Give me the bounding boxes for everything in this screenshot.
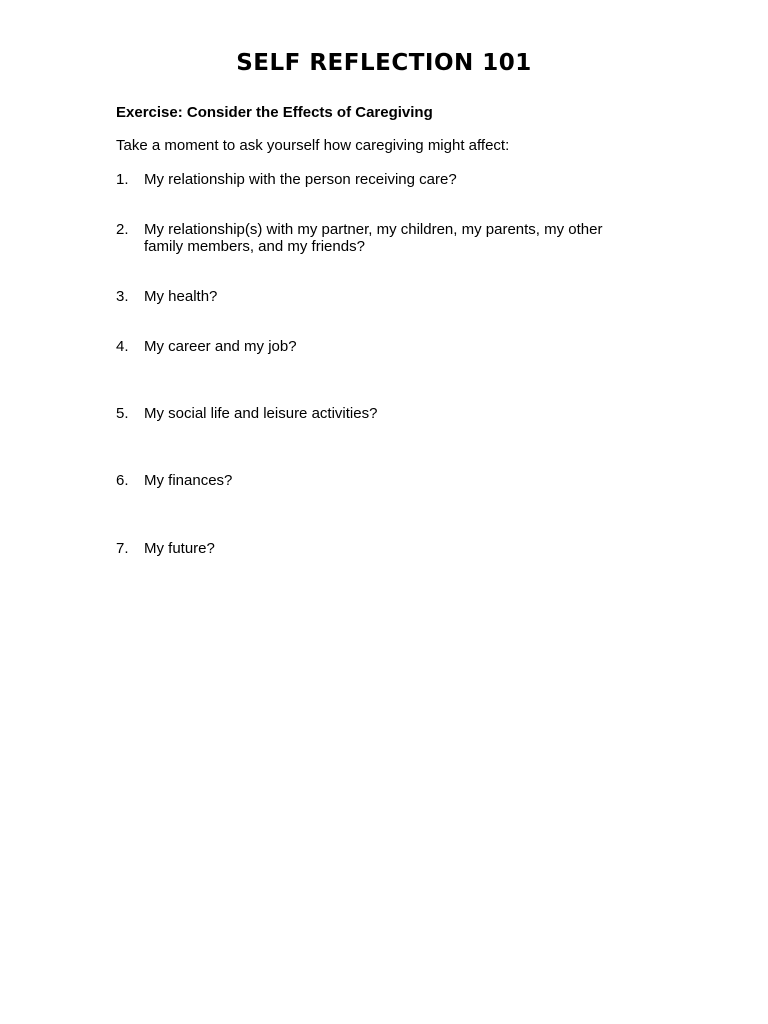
question-number: 7. [116, 540, 129, 557]
page-title: SELF REFLECTION 101 [236, 50, 532, 76]
question-number: 1. [116, 171, 129, 188]
question-number: 6. [116, 472, 129, 489]
question-text: My finances? [144, 472, 233, 489]
question-item-2 [116, 221, 626, 255]
question-item-7 [116, 540, 656, 557]
question-text: My career and my job? [144, 338, 297, 355]
question-item-6 [116, 472, 656, 489]
intro-text: Take a moment to ask yourself how caregiving might affect: [116, 137, 510, 154]
question-text: My future? [144, 540, 215, 557]
question-item-1 [116, 171, 656, 188]
question-text: My health? [144, 288, 218, 305]
question-number: 2. [116, 221, 129, 238]
question-text: My relationship(s) with my partner, my children, my parents, my other family members, and my friends? [144, 221, 603, 255]
question-item-3 [116, 288, 656, 305]
question-item-4 [116, 338, 656, 355]
question-number: 3. [116, 288, 129, 305]
question-number: 5. [116, 405, 129, 422]
question-text: My social life and leisure activities? [144, 405, 378, 422]
question-item-5 [116, 405, 656, 422]
question-number: 4. [116, 338, 129, 355]
question-text: My relationship with the person receiving care? [144, 171, 457, 188]
exercise-heading: Exercise: Consider the Effects of Caregiving [116, 104, 433, 121]
